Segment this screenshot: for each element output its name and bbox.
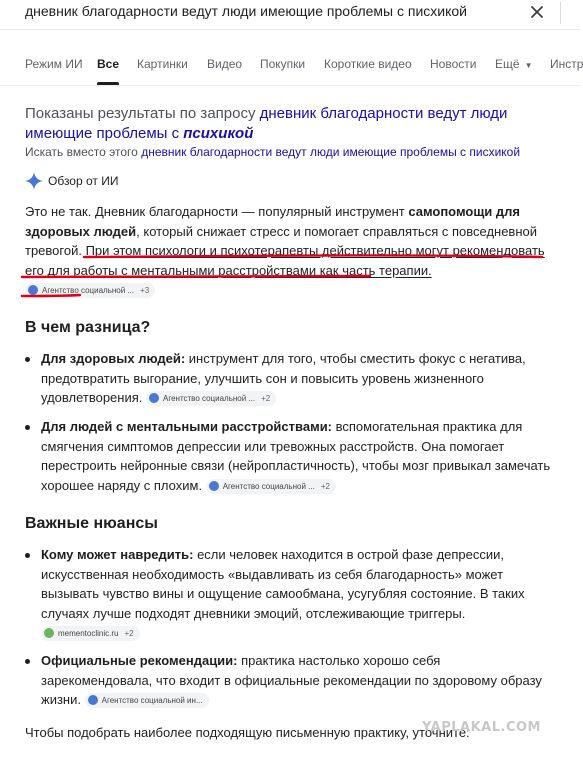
source-favicon-icon xyxy=(88,695,98,705)
close-icon[interactable] xyxy=(528,3,546,21)
section-heading-difference: В чем разница? xyxy=(25,319,151,336)
source-chip[interactable]: Агентство социальной ... +3 xyxy=(25,283,155,298)
section-heading-nuances: Важные нюансы xyxy=(25,515,158,532)
source-favicon-icon xyxy=(44,628,54,638)
original-query-link[interactable]: дневник благодарности ведут люди имеющие проблемы с писхикой xyxy=(141,145,521,159)
source-favicon-icon xyxy=(28,285,38,295)
tab-ai-mode[interactable]: Режим ИИ xyxy=(25,57,83,71)
ai-overview-intro: Это не так. Дневник благодарности — популярный инструмент самопомощи для здоровых людей, который снижает стресс и помогает справляться с повседневной тревогой. При этом психологи и психотерапевты действительно могут рекомендовать его для работы с ментальными расстройствами как часть терапии. Агентство социальной ... +3 xyxy=(25,202,553,300)
chevron-down-icon: ▼ xyxy=(524,61,533,70)
bullet-dot xyxy=(25,425,30,430)
search-instead: Искать вместо этого дневник благодарности ведут люди имеющие проблемы с писхикой xyxy=(25,145,521,159)
corrected-query-link[interactable]: дневник благодарности ведут люди имеющие проблемы с психикой xyxy=(25,105,508,142)
list-item: Кому может навредить: если человек находится в острой фазе депрессии, искусственная необходимость «выдавливать из себя благодарность» может вызывать чувство вины и ощущение самообмана, усугубляя состояние. В таких случаях лучше подходят дневники эмоций, отслеживающие триггеры. mementoclinic.ru +2 xyxy=(41,545,553,643)
source-chip[interactable]: Агентство социальной ... +2 xyxy=(146,391,276,406)
source-chip[interactable]: Агентство социальной ин... xyxy=(85,693,209,708)
tab-videos[interactable]: Видео xyxy=(207,57,243,71)
source-favicon-icon xyxy=(209,481,219,491)
highlighted-claim: При этом психологи и психотерапевты действительно могут рекомендовать его для работы с ментальными расстройствами как часть терапии. xyxy=(25,243,545,278)
list-item: Для людей с ментальными расстройствами: вспомогательная практика для смягчения симптомов депрессии или тревожных расстройств. Она помогает перестроить нейронные связи (нейропластичность), чтобы мозг привыкал замечать хорошее наряду с плохим. Агентство социальной ... +2 xyxy=(41,419,551,493)
tab-all[interactable]: Все xyxy=(97,57,120,71)
active-tab-indicator xyxy=(97,82,119,85)
ai-overview-label: Обзор от ИИ xyxy=(48,174,119,188)
tab-tools[interactable]: Инстр xyxy=(550,57,583,71)
search-input[interactable]: дневник благодарности ведут люди имеющие проблемы с писхикой xyxy=(25,3,467,19)
source-chip[interactable]: Агентство социальной ... +2 xyxy=(206,479,336,494)
search-bar xyxy=(0,0,580,30)
tab-more[interactable]: Ещё ▼ xyxy=(495,57,533,71)
list-item: Официальные рекомендации: практика настолько хорошо себя зарекомендовала, что входит в официальные рекомендации по здоровому образу жизни. Агентство социальной ин... xyxy=(41,653,542,707)
source-chip[interactable]: mementoclinic.ru +2 xyxy=(41,626,140,641)
tab-images[interactable]: Картинки xyxy=(137,57,188,71)
source-favicon-icon xyxy=(149,393,159,403)
list-item: Для здоровых людей: инструмент для того, чтобы сместить фокус с негатива, предотвратить выгорание, улучшить сон и повысить уровень жизненного удовлетворения. Агентство социальной ... +2 xyxy=(41,351,526,405)
gemini-sparkle-icon xyxy=(25,172,43,190)
watermark: YAPLAKAL.COM xyxy=(422,720,541,735)
tab-news[interactable]: Новости xyxy=(430,57,477,71)
ai-overview-footer: Чтобы подобрать наиболее подходящую письменную практику, уточните: xyxy=(25,725,470,740)
bullet-dot xyxy=(25,553,30,558)
search-divider xyxy=(560,2,561,24)
search-tabs xyxy=(0,46,583,86)
spelling-correction xyxy=(25,104,565,144)
bullet-dot xyxy=(25,357,30,362)
bullet-dot xyxy=(25,659,30,664)
correction-prefix: Показаны результаты по запросу xyxy=(25,105,260,122)
tab-shopping[interactable]: Покупки xyxy=(260,57,306,71)
tab-short-videos[interactable]: Короткие видео xyxy=(324,57,412,71)
